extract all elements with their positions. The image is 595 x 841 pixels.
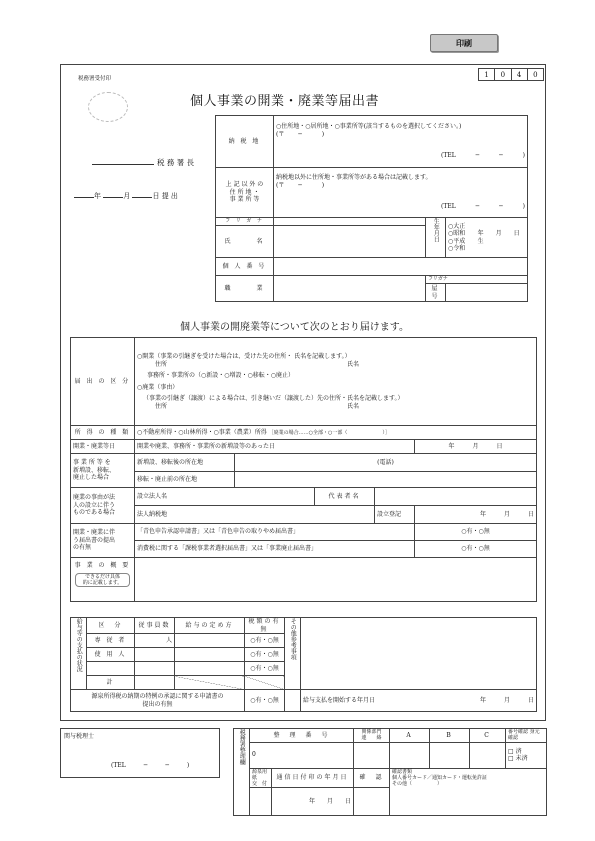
shozai-old-field[interactable] [235,472,537,488]
main-table [70,337,537,602]
teishutsu-row2: 消費税に関する「課税事業者選択届出書」又は「事業廃止届出書」 [135,541,415,558]
kankei-label: 関係部門 連 絡 [354,729,390,743]
kaigyo-desc: 開業や廃業、事務所・事業所の新増設等のあった日 [135,440,415,454]
shorui-field[interactable]: 確認書類 個人番号カード／通知カード・運転免許証 その他（ ） [390,768,547,816]
receipt-stamp-area [88,92,128,122]
kyuyo-yn[interactable]: ○有・○無 [245,662,285,676]
kyuyo-side: 給与等の支払の状況 [71,618,87,690]
yago-label: 屋 号 [426,284,446,302]
kakunin-field[interactable] [354,788,390,816]
nozei-field[interactable]: ○住所地・○居所地・○事業所等(該当するものを選択してください。) (〒 ─ ) (TEL ─ ─ ) [274,116,528,168]
nozei-label: 納 税 地 [216,116,274,168]
shozai-label: 事 業 所 等 を 新増設、移転、 廃止した場合 [71,454,135,488]
gensen-start[interactable]: 給与支払を開始する年月日 年 月 日 [301,690,537,712]
shozai-row2: 移転・廃止前の所在地 [135,472,235,488]
shinkoku-field[interactable] [250,788,272,816]
shozai-row1: 新増設、移転後の所在地 [135,454,235,472]
kyuyo-yn[interactable]: ○有・○無 [245,634,285,648]
page-title: 個人事業の開業・廃業等届出書 [190,94,380,109]
print-button[interactable]: 印刷 [430,34,498,52]
rep-field[interactable] [375,488,537,506]
kyuyo-total-count[interactable] [135,676,175,690]
kyuyo-h-count: 従事員数 [135,618,175,634]
kyuyo-method[interactable] [175,634,245,648]
form-code: 1 0 4 0 [478,68,544,81]
birth-field[interactable]: ○大正 ○昭和 ○平成 ○令和 年 月 日生 [446,218,528,258]
teishutsu-row1: 「青色申告承認申請書」又は「青色申告の取りやめ届出書」 [135,524,415,541]
submission-date: 年 月 日 提 出 [74,191,178,201]
gensen-label: 源泉所得税の納期の特例の承認に関する申請書の 提出の有無 [71,690,245,712]
yago-field[interactable] [446,284,528,302]
kyuyo-count[interactable] [135,662,175,676]
office-use-table [233,728,547,816]
kakunin-label: 確 認 [354,768,390,788]
tsushin-label: 通信日付印の年月日 [272,768,354,788]
rep-label: 代表者名 [315,488,375,506]
kyuyo-method[interactable] [175,662,245,676]
shotoku-field[interactable]: ○不動産所得・○山林所得・○事業（農業）所得 ［廃業の場合……○全部・○一部（ ）］ [135,426,537,440]
kyuyo-h-tax: 税額の有無 [245,618,285,634]
day-input[interactable] [132,197,152,198]
seiri-label: 整 理 番 号 [250,729,354,743]
reg-date[interactable]: 年 月 日 [415,506,537,524]
col-a: A [390,729,430,743]
other-address-field[interactable]: 納税地以外に住所地・事業所等がある場合は記載します。 (〒 ─ ) (TEL ─ ─ ) [274,168,528,218]
furigana2-label: フリガナ [426,276,528,284]
furigana-label: フ リ ガ ナ [216,218,274,226]
hojin-address[interactable]: 法人納税地 [135,506,375,524]
mynumber-label: 個 人 番 号 [216,258,274,276]
hojin-label: 廃業の事由が法 人の設立に伴う ものである場合 [71,488,135,524]
month-input[interactable] [103,197,123,198]
kyuyo-count[interactable]: 人 [135,634,175,648]
year-input[interactable] [74,197,94,198]
kaigyo-label: 開業・廃業等日 [71,440,135,454]
kyuyo-other-field[interactable] [301,618,537,690]
kyuyo-table [70,617,537,712]
tax-accountant-tel: (TEL ─ ─ ) [111,762,190,769]
mynumber-field[interactable] [274,258,528,276]
shinkoku-label: 源泉用紙 交 付 [250,768,272,788]
id-check-header: 番号確認 身元確認 [506,729,547,743]
shozai-new-field[interactable]: (電話) [235,454,537,472]
tax-accountant-label: 関与税理士 [64,733,95,740]
kubun-field[interactable]: ○開業（事業の引継ぎを受けた場合は、受けた先の住所・ 氏名を記載します。） 住所 氏名 事務所・事業所の（○新設・○増設・○移転・○廃止） ○廃業（事由） （事業の引継ぎ（譲渡）による場合は、引き継いだ（譲渡した）先の住所・氏名を記載します。） 住所 氏名 [135,338,537,426]
kyuyo-row-label: 使 用 人 [87,648,135,662]
col-b: B [430,729,470,743]
gensen-yn[interactable]: ○有・○無 [245,690,285,712]
tax-office-input[interactable] [92,164,154,165]
kaigyo-date[interactable]: 年 月 日 [415,440,537,454]
teishutsu-yn2[interactable]: ○有・○無 [415,541,537,558]
teishutsu-yn1[interactable]: ○有・○無 [415,524,537,541]
job-field[interactable] [274,276,426,302]
kyuyo-h-method: 給与の定め方 [175,618,245,634]
shotoku-label: 所 得 の 種 類 [71,426,135,440]
c-field[interactable] [470,742,506,768]
name-label: 氏 名 [216,226,274,258]
gaiyo-field[interactable] [135,558,537,602]
kyuyo-h-kubun: 区 分 [87,618,135,634]
not-done-checkbox[interactable]: □ 未済 [508,755,528,762]
furigana-field[interactable] [274,218,426,226]
kyuyo-count[interactable] [135,648,175,662]
gaiyo-label: 事 業 の 概 要 できるだけ具体 的に記載します。 [71,558,135,602]
kyuyo-total-method [175,676,245,690]
col-c: C [470,729,506,743]
office-use-side: 税務署整理欄 [234,729,250,816]
kankei-field[interactable] [354,742,390,768]
kyuyo-row-label[interactable] [87,662,135,676]
seiri-field[interactable]: 0 [250,742,354,768]
kubun-label: 届 出 の 区 分 [71,338,135,426]
kyuyo-total-tax [245,676,285,690]
kyuyo-row-label: 専 従 者 [87,634,135,648]
b-field[interactable] [430,742,470,768]
kyuyo-yn[interactable]: ○有・○無 [245,648,285,662]
name-field[interactable] [274,226,426,258]
era-showa[interactable]: ○昭和 [448,230,466,237]
tsushin-field[interactable]: 年 月 日 [272,788,354,816]
other-address-label: 上 記 以 外 の 住 所 地 ・ 事 業 所 等 [216,168,274,218]
id-check-field[interactable] [506,742,547,768]
era-heisei[interactable]: ○平成 [448,237,466,245]
job-label: 職 業 [216,276,274,302]
done-checkbox[interactable]: □ 済 [508,747,522,755]
stamp-label: 税務署受付印 [78,76,112,82]
tax-office-line: 税 務 署 長 [92,157,194,168]
tax-accountant-box[interactable] [60,728,220,778]
era-reiwa[interactable]: ○令和 [448,245,466,252]
teishutsu-label: 開業・廃業に伴 う届出書の提出 の有無 [71,524,135,558]
reg-label: 設立登記 [375,506,415,524]
era-taisho[interactable]: ○大正 [448,222,466,230]
kyuyo-other-label: その他参考事項 [285,618,301,690]
kyuyo-total-label: 計 [87,676,135,690]
applicant-table [215,115,528,302]
a-field[interactable] [390,742,430,768]
kyuyo-method[interactable] [175,648,245,662]
birth-label: 生年月日 [426,218,446,258]
hojin-name[interactable]: 設立法人名 [135,488,315,506]
section-title: 個人事業の開廃業等について次のとおり届けます。 [180,322,409,333]
